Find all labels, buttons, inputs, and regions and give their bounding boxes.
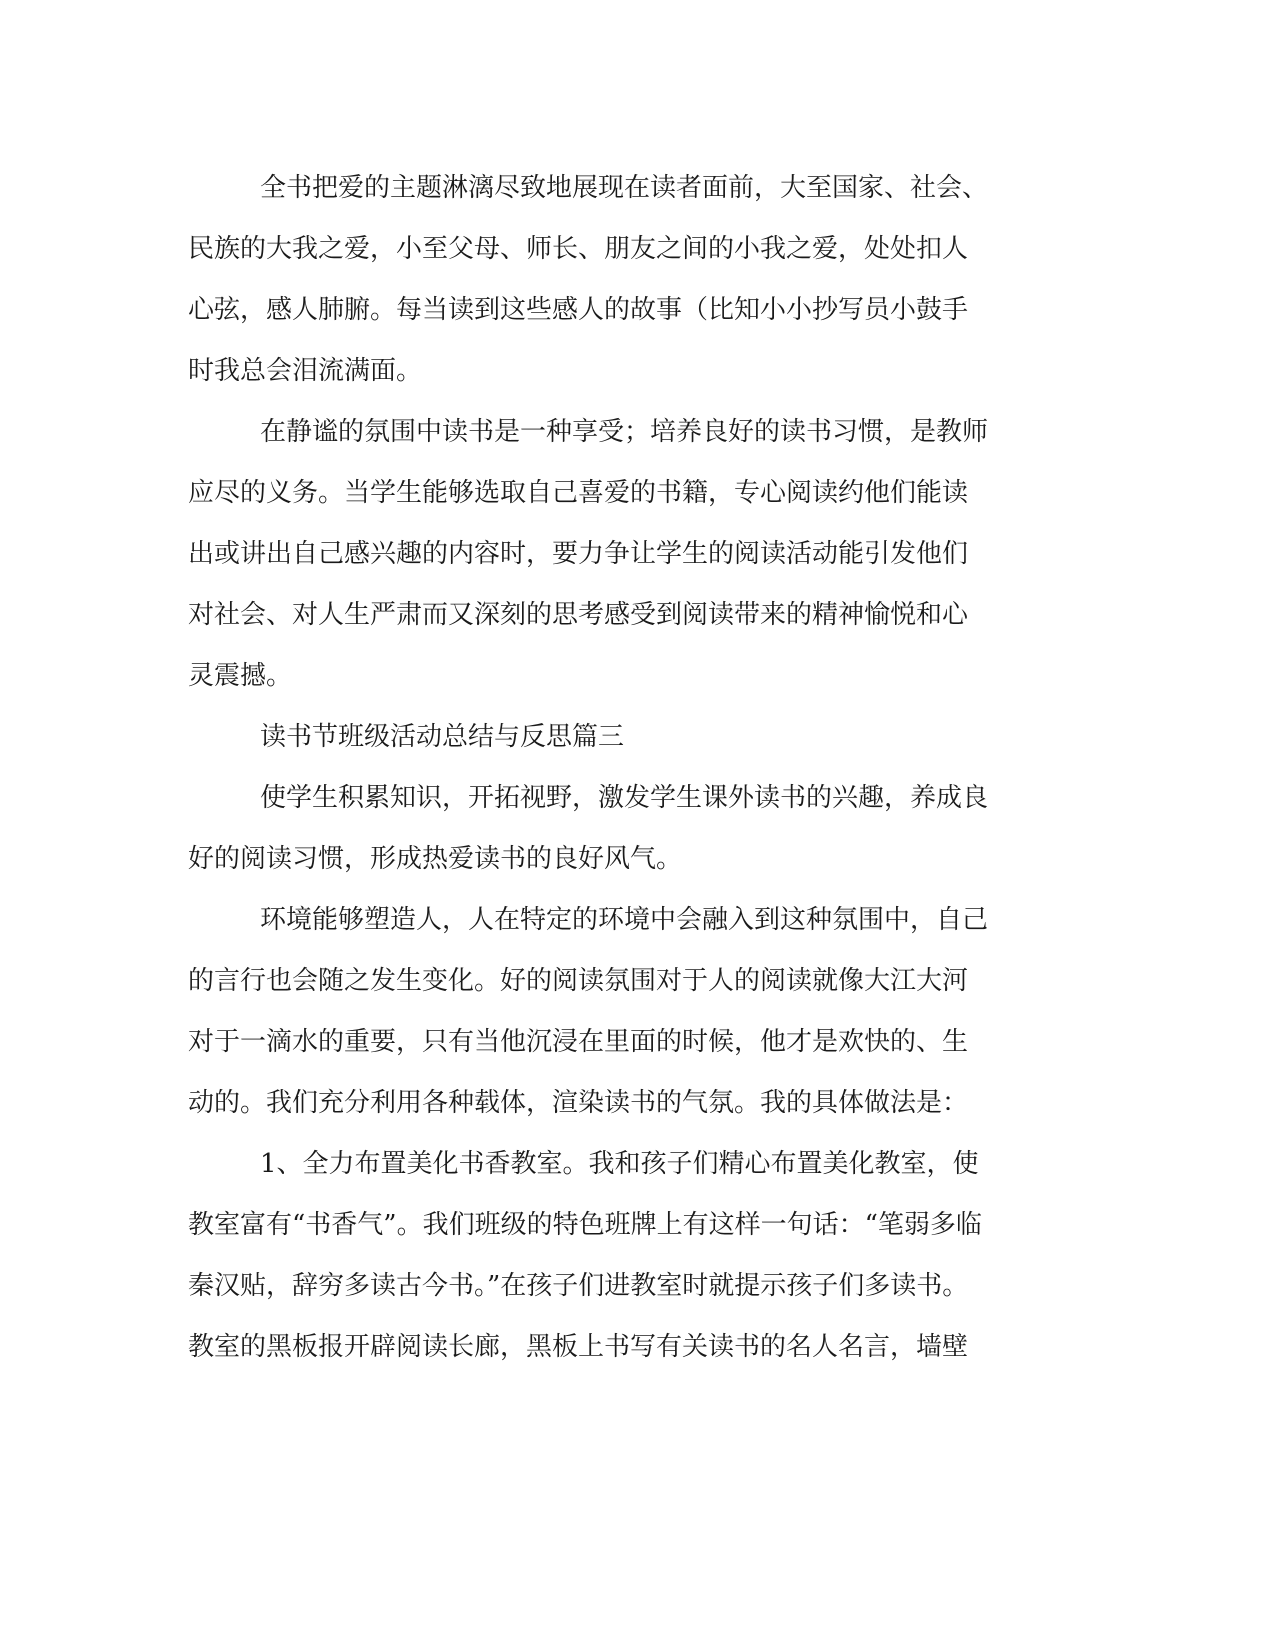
paragraph-line: 动的。我们充分利用各种载体，渲染读书的气氛。我的具体做法是： <box>188 1088 969 1118</box>
paragraph-line: 好的阅读习惯，形成热爱读书的良好风气。 <box>188 844 683 874</box>
paragraph-line: 在静谧的氛围中读书是一种享受；培养良好的读书习惯，是教师 <box>260 417 989 447</box>
document-body <box>188 158 1068 1378</box>
paragraph-line: 教室的黑板报开辟阅读长廊，黑板上书写有关读书的名人名言，墙壁 <box>188 1332 969 1362</box>
paragraph-line: 时我总会泪流满面。 <box>188 356 423 386</box>
paragraph-line: 民族的大我之爱，小至父母、师长、朋友之间的小我之爱，处处扣人 <box>188 234 969 264</box>
paragraph-line: 1、全力布置美化书香教室。我和孩子们精心布置美化教室，使 <box>260 1149 979 1179</box>
paragraph-line: 出或讲出自己感兴趣的内容时，要力争让学生的阅读活动能引发他们 <box>188 539 969 569</box>
paragraph-line: 使学生积累知识，开拓视野，激发学生课外读书的兴趣，养成良 <box>260 783 989 813</box>
paragraph-line: 对社会、对人生严肃而又深刻的思考感受到阅读带来的精神愉悦和心 <box>188 600 969 630</box>
paragraph-line: 对于一滴水的重要，只有当他沉浸在里面的时候，他才是欢快的、生 <box>188 1027 969 1057</box>
paragraph-line: 教室富有“书香气”。我们班级的特色班牌上有这样一句话：“笔弱多临 <box>188 1210 982 1240</box>
paragraph-line: 全书把爱的主题淋漓尽致地展现在读者面前，大至国家、社会、 <box>260 173 989 203</box>
section-heading: 读书节班级活动总结与反思篇三 <box>260 722 625 752</box>
paragraph-line: 环境能够塑造人，人在特定的环境中会融入到这种氛围中，自己 <box>260 905 989 935</box>
paragraph-line: 的言行也会随之发生变化。好的阅读氛围对于人的阅读就像大江大河 <box>188 966 969 996</box>
paragraph-line: 应尽的义务。当学生能够选取自己喜爱的书籍，专心阅读约他们能读 <box>188 478 969 508</box>
paragraph-line: 秦汉贴，辞穷多读古今书。”在孩子们进教室时就提示孩子们多读书。 <box>188 1271 969 1301</box>
paragraph-line: 灵震撼。 <box>188 661 293 691</box>
paragraph-line: 心弦，感人肺腑。每当读到这些感人的故事（比知小小抄写员小鼓手 <box>188 295 969 325</box>
